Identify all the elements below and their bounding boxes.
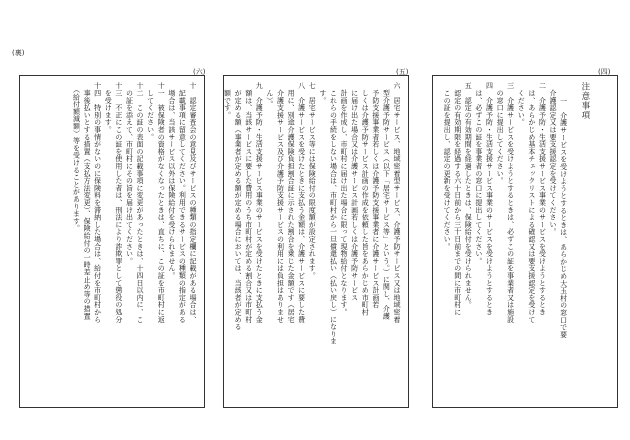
notes-body-6: 十 認定審査会の意見及びサービスの種類の指定欄に記載がある場合は、 記載事項に留意してください。利用できるサービスの種類の指定がある 場合は、当該サービス以外は保険給付を受けられません。 十一 被保険者の資格がなくなったときは、直ちに、この証を市町村に返 してください。 十二 この証の表面の記載事項に変更があったときは、十四日以内に、こ の証を添えて、市町村にその旨を届け出てください。 十三 不正にこの証を使用した者は、刑法により詐欺罪として懲役の処分 を受けます。 十四 特別の事情がないのに保険料を滞納した場合は、給付を市町村から 事後払いとする措置（支払方法変更）、保険給付の一時差止め等の措置 （給付額減額）等を受けることがあります。 (72, 82, 197, 323)
notes-panel-5 (223, 75, 409, 408)
notes-body-5: 六 居宅サービス、地域密着型サービス、介護予防サービス又は地域密着 型介護予防サービス（以下「居宅サービス等」という。）に関し、介護 予防支援事業者若しくは介護予防支援事業者に介護サービス計画若 しくは介護予防サービス計画の作成を依頼した旨をあらかじめ市町村 に届け出た場合又は介護サービス計画若しくは介護予防サービス 計画を作成し、市町村に届け出た場合に限って現物給付となります。 これらの手続をしない場合は、市町村から一旦償還払い（払い戻し）になりま す。 七 居宅サービス等には保険給付の限度額が設定されます。 八 介護サービスを受けたときに支払う金額は、介護サービスに要した費 用に、別途介護保険負担割合証に示された割合を乗じた金額です（居宅 介護支援サービス及び介護予防支援サービスの利用には負担はありませ ん）。 九 介護予防・生活支援サービス事業のサービスを受けたときに支払う金 額は、当該サービスに要した費用のうち市町村が定める割合又は市町村 が定める額（事業者が定める額が定める場合においては、当該者が定める 額です。 (223, 82, 401, 345)
page-label-6: (六) (193, 68, 206, 76)
notes-body-4: 一 介護サービスを受けようとするときは、あらかじめ大玉村の窓口で要 介護認定又は要支援認定を受けてください。 二 介護予防・生活支援サービス事業のサービスを受けようとするとき は、あらかじめ基本チェックリストによる確認又は要支援認定を受けて ください。 三 介護サービスを受けようとするときは、必ずこの証を事業者又は施設 の窓口に提出してください。 四 介護予防・生活支援サービス事業のサービスを受けようとするとき は、必ずこの証を事業者の窓口に提出してください。 五 認定の有効期間を経過したときは、保険給付を受けられません。 認定の有効期限を経過する六十日前から三十日前までの間に市町村に この証を提出し、認定の更新を受けてください。 (443, 82, 568, 339)
notes-panel-4-content (439, 82, 611, 401)
page-label-4: (四) (598, 68, 611, 76)
reverse-side-mark: (裏) (12, 49, 25, 57)
page-label-5: (五) (396, 68, 409, 76)
notes-panel-4 (432, 75, 618, 408)
notes-panel-6 (19, 75, 205, 408)
notes-title: 注意事項 (579, 82, 590, 120)
